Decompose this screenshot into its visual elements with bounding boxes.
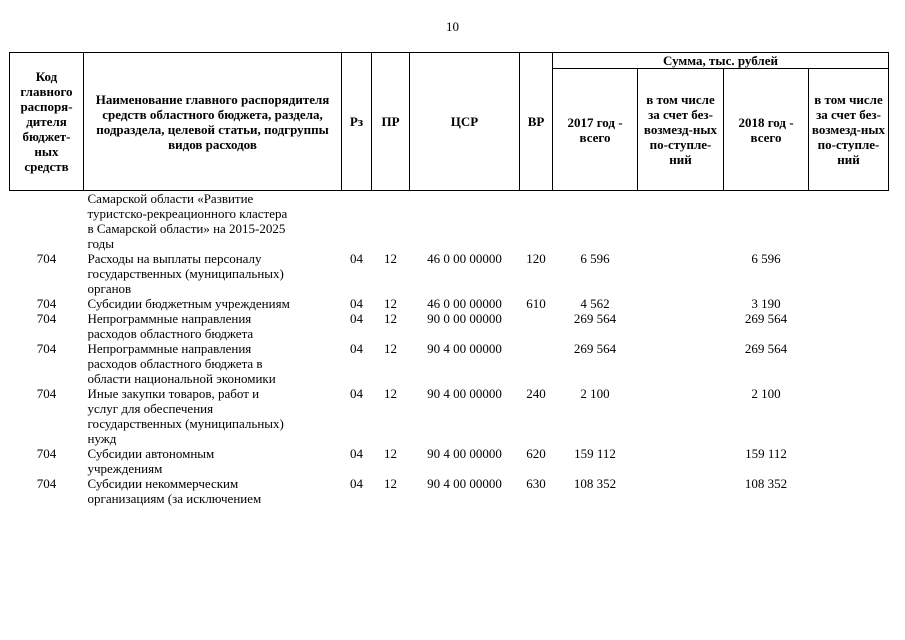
cell-vr <box>520 191 553 252</box>
cell-2017-free <box>638 386 724 446</box>
cell-2018-total <box>724 191 809 252</box>
cell-2017-total: 269 564 <box>573 311 617 326</box>
header-incl-2018: в том числе за счет без-возмезд-ных по-ступле-ний <box>809 69 889 191</box>
table-body <box>10 191 889 507</box>
cell-2017-free <box>638 311 724 341</box>
cell-vr: 620 <box>526 446 546 461</box>
cell-2017-free <box>638 341 724 386</box>
cell-vr: 240 <box>526 386 546 401</box>
table-row <box>10 296 889 311</box>
cell-pr: 12 <box>384 386 397 401</box>
cell-2017-total: 6 596 <box>580 251 610 266</box>
cell-rz: 04 <box>350 311 363 326</box>
table-row <box>10 311 889 341</box>
cell-code: 704 <box>36 386 57 401</box>
cell-code: 704 <box>36 341 57 356</box>
cell-code: 704 <box>36 296 57 311</box>
cell-2018-total: 269 564 <box>744 341 788 356</box>
cell-code <box>10 191 84 252</box>
cell-rz: 04 <box>350 251 363 266</box>
cell-name: Расходы на выплаты персоналу государственных (муниципальных) органов <box>87 251 284 296</box>
cell-code: 704 <box>36 446 57 461</box>
cell-csr: 90 4 00 00000 <box>427 386 502 401</box>
table-row <box>10 386 889 446</box>
cell-vr <box>520 311 553 341</box>
cell-csr: 90 0 00 00000 <box>427 311 502 326</box>
cell-vr: 630 <box>526 476 546 491</box>
cell-2018-total: 2 100 <box>751 386 781 401</box>
cell-2018-free <box>809 311 889 341</box>
header-vr: ВР <box>520 53 553 191</box>
cell-pr: 12 <box>384 476 397 491</box>
cell-2018-free <box>809 476 889 506</box>
cell-rz: 04 <box>350 446 363 461</box>
cell-name: Самарской области «Развитие туристско-рекреационного кластера в Самарской области» на 2015-2025 годы <box>87 191 288 251</box>
header-total-2018: 2018 год - всего <box>724 69 809 191</box>
cell-csr <box>410 191 520 252</box>
cell-2018-free <box>809 251 889 296</box>
cell-name: Субсидии автономным учреждениям <box>87 446 215 476</box>
header-code: Код главного распоря-дителя бюджет-ных средств <box>10 53 84 191</box>
cell-2018-free <box>809 386 889 446</box>
cell-code: 704 <box>36 251 57 266</box>
header-name: Наименование главного распорядителя средств областного бюджета, раздела, подраздела, целевой статьи, подгруппы видов расходов <box>84 53 342 191</box>
cell-2018-free <box>809 191 889 252</box>
cell-2017-total: 2 100 <box>580 386 610 401</box>
header-total-2017: 2017 год - всего <box>553 69 638 191</box>
cell-pr: 12 <box>384 296 397 311</box>
table-row <box>10 476 889 506</box>
cell-2018-total: 6 596 <box>751 251 781 266</box>
cell-name: Субсидии некоммерческим организациям (за исключением <box>87 476 262 506</box>
cell-2017-free <box>638 191 724 252</box>
cell-pr: 12 <box>384 251 397 266</box>
header-csr: ЦСР <box>410 53 520 191</box>
cell-name: Непрограммные направления расходов областного бюджета в области национальной экономики <box>87 341 276 386</box>
cell-2017-total: 108 352 <box>573 476 617 491</box>
cell-2018-free <box>809 341 889 386</box>
cell-2018-free <box>809 296 889 311</box>
cell-2017-free <box>638 296 724 311</box>
cell-code: 704 <box>36 476 57 491</box>
cell-vr: 610 <box>526 296 546 311</box>
cell-rz: 04 <box>350 476 363 491</box>
header-rz: Рз <box>342 53 372 191</box>
cell-2018-total: 159 112 <box>745 446 787 461</box>
cell-vr <box>520 341 553 386</box>
cell-csr: 46 0 00 00000 <box>427 296 502 311</box>
table-row <box>10 446 889 476</box>
cell-2018-total: 108 352 <box>744 476 788 491</box>
cell-pr: 12 <box>384 446 397 461</box>
cell-2017-total: 269 564 <box>573 341 617 356</box>
page-number: 10 <box>446 19 459 34</box>
cell-2018-free <box>809 446 889 476</box>
cell-2017-total <box>553 191 638 252</box>
header-pr: ПР <box>372 53 410 191</box>
cell-rz <box>342 191 372 252</box>
cell-name: Субсидии бюджетным учреждениям <box>87 296 290 311</box>
cell-name: Непрограммные направления расходов областного бюджета <box>87 311 254 341</box>
table-row <box>10 191 889 252</box>
cell-csr: 46 0 00 00000 <box>427 251 502 266</box>
cell-name: Иные закупки товаров, работ и услуг для обеспечения государственных (муниципальных) нужд <box>87 386 284 446</box>
cell-2017-free <box>638 476 724 506</box>
cell-pr: 12 <box>384 341 397 356</box>
table-header <box>10 53 889 191</box>
cell-pr <box>372 191 410 252</box>
cell-rz: 04 <box>350 296 363 311</box>
cell-pr: 12 <box>384 311 397 326</box>
cell-rz: 04 <box>350 386 363 401</box>
cell-code: 704 <box>36 311 57 326</box>
cell-csr: 90 4 00 00000 <box>427 476 502 491</box>
cell-rz: 04 <box>350 341 363 356</box>
header-sum: Сумма, тыс. рублей <box>553 53 889 69</box>
cell-vr: 120 <box>526 251 546 266</box>
cell-2017-total: 159 112 <box>574 446 616 461</box>
cell-2018-total: 269 564 <box>744 311 788 326</box>
cell-2018-total: 3 190 <box>751 296 781 311</box>
cell-csr: 90 4 00 00000 <box>427 341 502 356</box>
table-row <box>10 341 889 386</box>
table-row <box>10 251 889 296</box>
budget-table <box>9 52 889 506</box>
cell-2017-free <box>638 251 724 296</box>
cell-2017-total: 4 562 <box>580 296 610 311</box>
cell-2017-free <box>638 446 724 476</box>
header-incl-2017: в том числе за счет без-возмезд-ных по-ступле-ний <box>638 69 724 191</box>
cell-csr: 90 4 00 00000 <box>427 446 502 461</box>
